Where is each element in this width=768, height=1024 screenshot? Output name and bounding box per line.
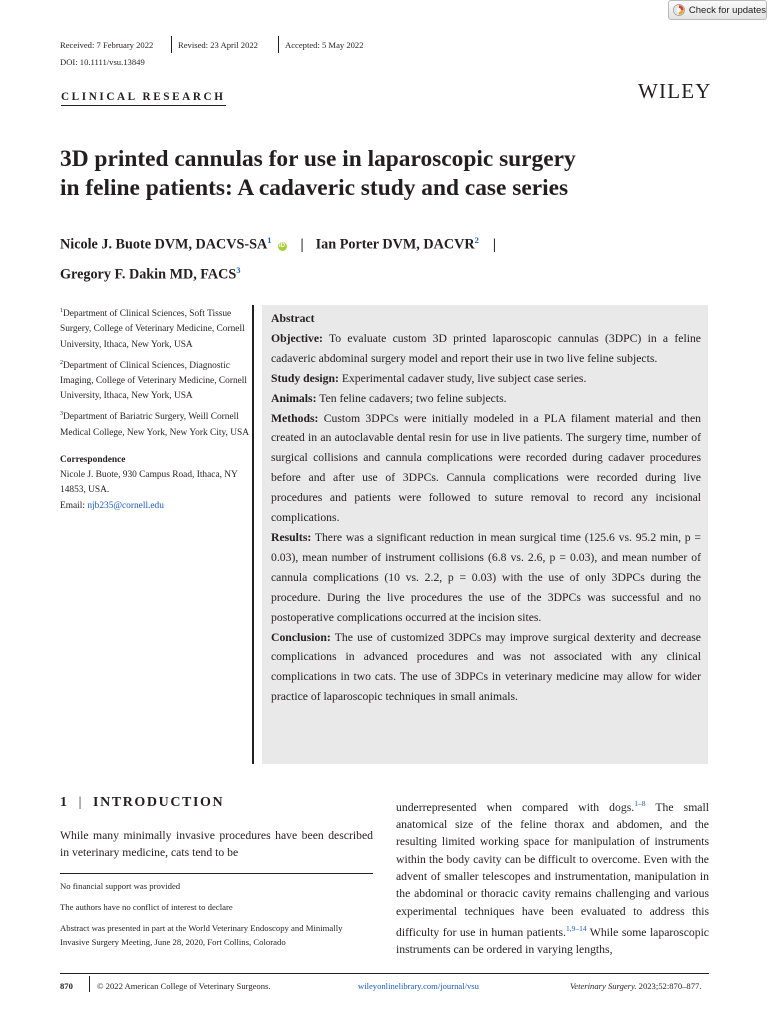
objective-label: Objective: (271, 331, 323, 345)
animals-text: Ten feline cadavers; two feline subjects. (319, 391, 507, 405)
affiliation-text: Department of Clinical Sciences, Soft Tissue Surgery, College of Veterinary Medicine, Cornell University, Ithaca, New York, USA (60, 309, 245, 350)
body-text: The small anatomical size of the feline thorax and abdomen, and the resulting limited working space for manipulation of instruments within the body cavity can be difficult to overcome. Even with the advent of smaller telescopes and instrumentation, manipulation in the abdominal or thoracic cavity remains challenging and various experimental techniques have been evaluated to address this difficulty for use in human patients. (396, 800, 709, 939)
objective-text: To evaluate custom 3D printed laparoscopic cannulas (3DPC) in a feline cadaveric abdominal surgery model and report their use in two live feline subjects. (271, 331, 701, 365)
abstract-methods (271, 409, 701, 528)
author-name[interactable]: Ian Porter DVM, DACVR (315, 236, 475, 253)
section-number: 1 (60, 795, 69, 810)
author-separator: | (300, 236, 304, 253)
results-text: There was a significant reduction in mean surgical time (125.6 vs. 95.2 min, p = 0.03), mean number of instrument collisions (6.8 vs. 2.6, p = 0.03), and mean number of cannula complications (10 vs. 2.2, p = 0.03) with the use of only 3DPCs during the procedure. During the live procedures the use of the 3DPCs was successful and no postoperative complications occurred at the incision sites. (271, 530, 701, 624)
section-label: CLINICAL RESEARCH (61, 91, 226, 106)
footer-rule (60, 973, 709, 974)
page-number: 870 (60, 981, 73, 991)
correspondence-email (60, 499, 250, 514)
crossmark-icon (673, 4, 685, 16)
author-affiliation-ref[interactable]: 2 (474, 235, 479, 245)
author-affiliation-ref[interactable]: 1 (267, 235, 272, 245)
affiliation (60, 304, 250, 353)
revised-date: Revised: 23 April 2022 (178, 40, 258, 50)
orcid-icon[interactable]: iD (279, 242, 286, 249)
abstract-conclusion (271, 628, 701, 708)
methods-label: Methods: (271, 411, 319, 425)
footnote-funding: No financial support was provided (60, 881, 181, 891)
methods-text: Custom 3DPCs were initially modeled in a PLA filament material and then created in an autoclavable dental resin for use in live patients. The surgery time, number of surgical collisions and cannula complications were recorded during cadaver procedures before and after use of 3DPCs. Cannula complications were recorded during live procedures and patients were followed to suture removal to record any incisional complications. (271, 411, 702, 525)
design-text: Experimental cadaver study, live subject case series. (341, 371, 587, 385)
copyright: © 2022 American College of Veterinary Surgeons. (97, 981, 271, 991)
doi: DOI: 10.1111/vsu.13849 (60, 57, 145, 67)
conclusion-text: The use of customized 3DPCs may improve surgical dexterity and decrease complications in advanced procedures and was not associated with any clinical complications in two cats. The use of 3DPCs in veterinary medicine may allow for wider practice of laparoscopic techniques in small animals. (271, 630, 701, 704)
body-paragraph (396, 795, 709, 958)
abstract-objective (271, 329, 701, 369)
affiliation-number: 1 (60, 308, 63, 314)
section-title: INTRODUCTION (93, 795, 225, 810)
check-for-updates-button[interactable] (668, 0, 767, 20)
footnote-rule (60, 873, 373, 874)
received-date: Received: 7 February 2022 (60, 40, 154, 50)
conclusion-label: Conclusion: (271, 630, 331, 644)
affiliation-number: 3 (60, 411, 63, 418)
citation-details: 2023;52:870–877. (636, 981, 702, 991)
meta-divider (278, 36, 279, 53)
abstract-design (271, 369, 701, 389)
journal-url-link[interactable]: wileyonlinelibrary.com/journal/vsu (358, 981, 479, 991)
meta-divider (171, 36, 172, 53)
design-label: Study design: (271, 371, 339, 385)
affiliation (60, 356, 250, 405)
affiliation-text: Department of Bariatric Surgery, Weill Cornell Medical College, New York, New York City, USA (60, 412, 249, 438)
journal-name: Veterinary Surgery. (570, 981, 637, 991)
abstract-animals (271, 389, 701, 409)
journal-citation (570, 981, 701, 991)
animals-label: Animals: (271, 391, 317, 405)
footnote-presentation: Abstract was presented in part at the World Veterinary Endoscopy and Minimally Invasive Surgery Meeting, June 28, 2020, Fort Collins, Colorado (60, 923, 343, 947)
section-heading (60, 795, 224, 811)
author-list (60, 228, 700, 287)
article-title (60, 145, 700, 203)
author-name[interactable]: Nicole J. Buote DVM, DACVS-SA (60, 236, 268, 253)
citation-link[interactable]: 1,9–14 (565, 923, 587, 933)
section-bar: | (78, 795, 84, 810)
correspondence-title: Correspondence (60, 455, 126, 465)
title-line: 3D printed cannulas for use in laparoscopic surgery (60, 146, 576, 172)
email-label: Email: (60, 500, 85, 511)
check-for-updates-label: Check for updates (688, 4, 766, 16)
email-link[interactable]: njb235@cornell.edu (87, 500, 164, 511)
footnote-conflict: The authors have no conflict of interest to declare (60, 902, 233, 912)
abstract-results (271, 528, 701, 628)
author-name[interactable]: Gregory F. Dakin MD, FACS (60, 266, 237, 283)
author-separator: | (492, 236, 496, 253)
abstract-rule (252, 305, 254, 764)
citation-link[interactable]: 1–8 (634, 799, 646, 808)
publisher-logo: WILEY (638, 79, 712, 103)
author-affiliation-ref[interactable]: 3 (236, 264, 241, 275)
results-label: Results: (271, 530, 312, 544)
correspondence-address: Nicole J. Buote, 930 Campus Road, Ithaca, NY 14853, USA. (60, 470, 238, 496)
accepted-date: Accepted: 5 May 2022 (285, 40, 364, 50)
affiliations (60, 304, 250, 514)
affiliation-text: Department of Clinical Sciences, Diagnostic Imaging, College of Veterinary Medicine, Cornell University, Ithaca, New York, USA (60, 360, 248, 402)
body-text: underrepresented when compared with dogs. (396, 800, 635, 814)
body-text: While some laparoscopic instruments can be ordered in varying lengths, (396, 925, 709, 957)
title-line: in feline patients: A cadaveric study and case series (60, 175, 569, 201)
abstract (271, 309, 701, 707)
affiliation-number: 2 (60, 359, 63, 366)
affiliation (60, 407, 250, 441)
footer-divider (89, 976, 90, 992)
abstract-heading: Abstract (271, 312, 315, 325)
body-paragraph: While many minimally invasive procedures have been described in veterinary medicine, cats tend to be (60, 829, 373, 860)
